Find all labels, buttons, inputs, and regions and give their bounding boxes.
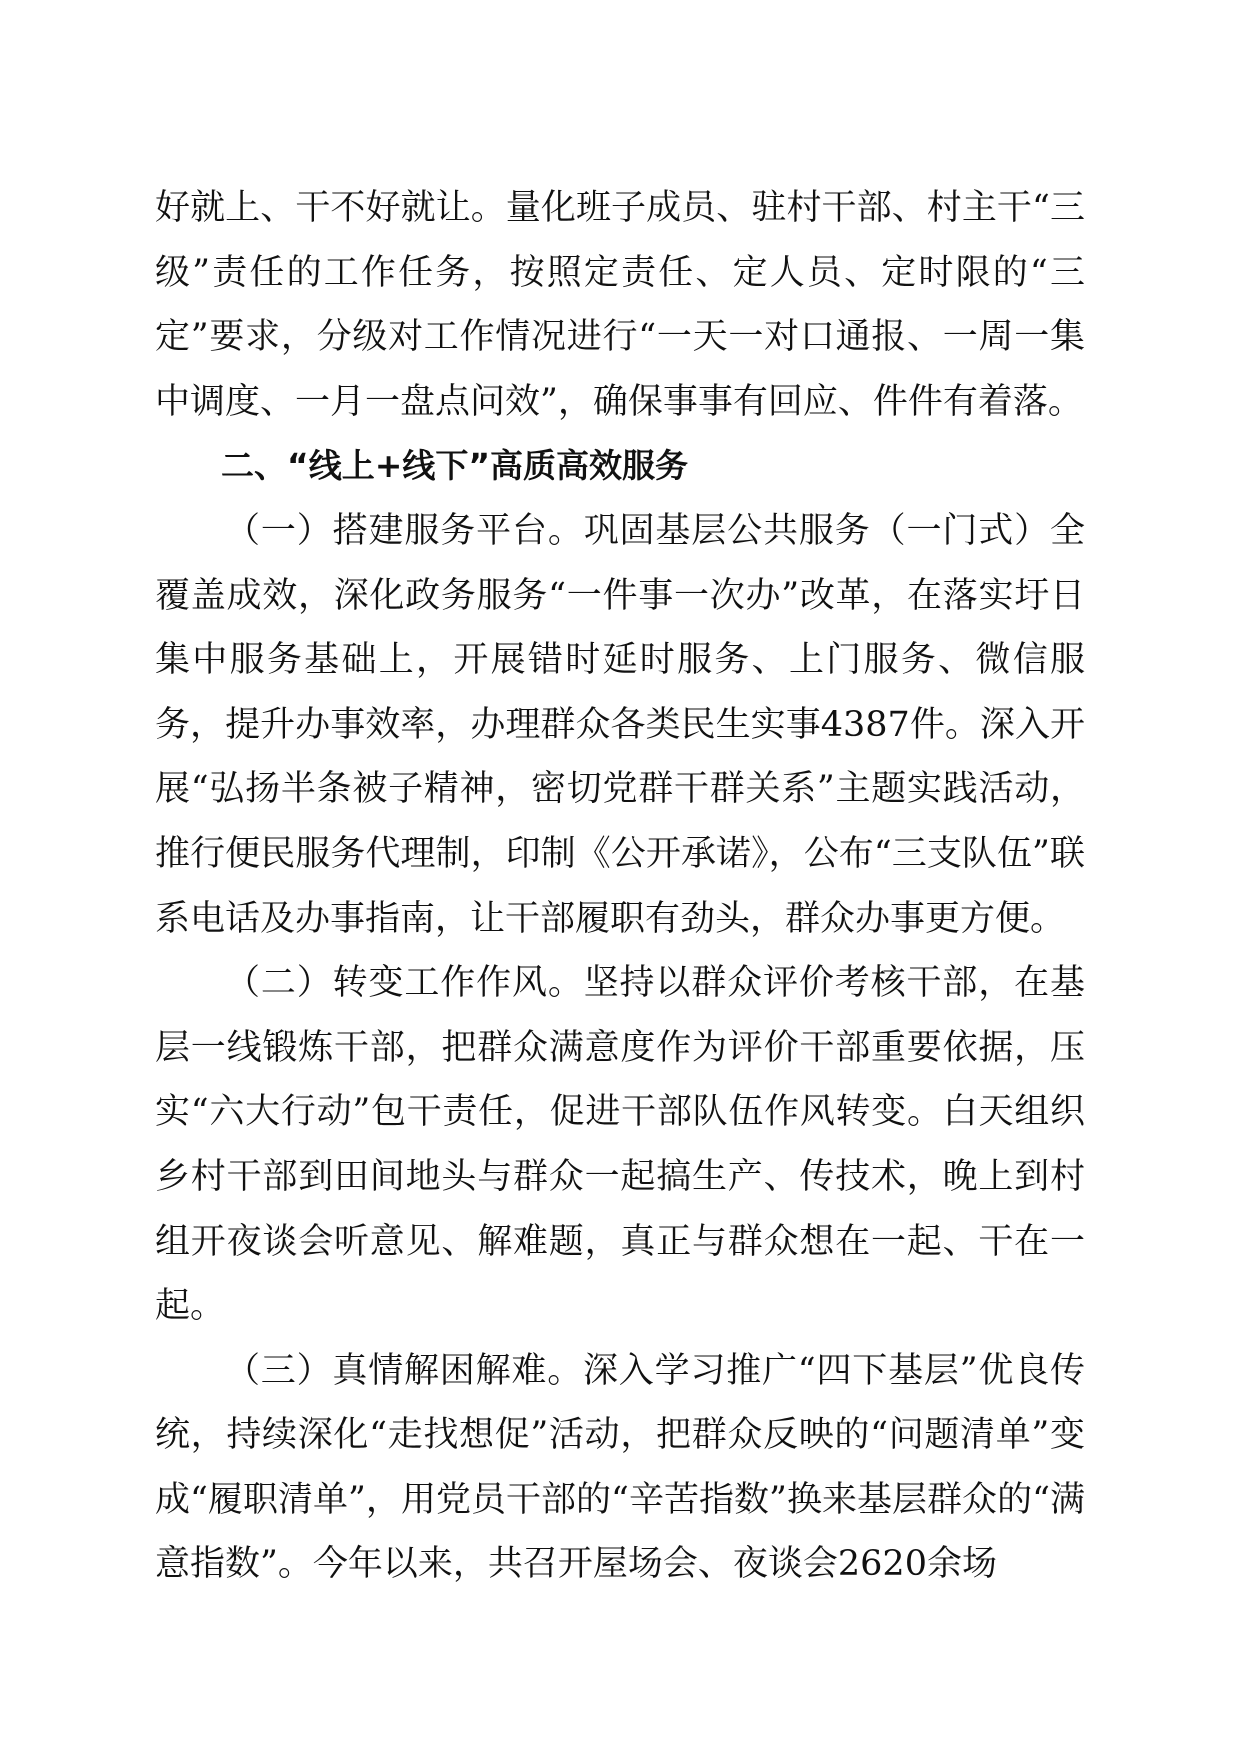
paragraph-work-style: （二）转变工作作风。坚持以群众评价考核干部，在基层一线锻炼干部，把群众满意度作为评价干部重要依据，压实“六大行动”包干责任，促进干部队伍作风转变。白天组织乡村干部到田间地头与群众一起搞生产、传技术，晚上到村组开夜谈会听意见、解难题，真正与群众想在一起、干在一起。 <box>155 963 1085 1327</box>
paragraph-solve-difficulties: （三）真情解困解难。深入学习推广“四下基层”优良传统，持续深化“走找想促”活动，把群众反映的“问题清单”变成“履职清单”，用党员干部的“辛苦指数”换来基层群众的“满意指数”。今年以来，共召开屋场会、夜谈会2620余场 <box>155 1350 1085 1585</box>
paragraph-service-platform: （一）搭建服务平台。巩固基层公共服务（一门式）全覆盖成效，深化政务服务“一件事一次办”改革，在落实圩日集中服务基础上，开展错时延时服务、上门服务、微信服务，提升办事效率，办理群众各类民生实事4387件。深入开展“弘扬半条被子精神，密切党群干群关系”主题实践活动，推行便民服务代理制，印制《公开承诺》，公布“三支队伍”联系电话及办事指南，让干部履职有劲头，群众办事更方便。 <box>155 510 1085 939</box>
section-heading: 二、“线上+线下”高质高效服务 <box>221 446 689 486</box>
paragraph-continuation: 好就上、干不好就让。量化班子成员、驻村干部、村主干“三级”责任的工作任务，按照定责任、定人员、定时限的“三定”要求，分级对工作情况进行“一天一对口通报、一周一集中调度、一月一盘点问效”，确保事事有回应、件件有着落。 <box>155 188 1085 422</box>
document-body <box>155 176 1085 1597</box>
